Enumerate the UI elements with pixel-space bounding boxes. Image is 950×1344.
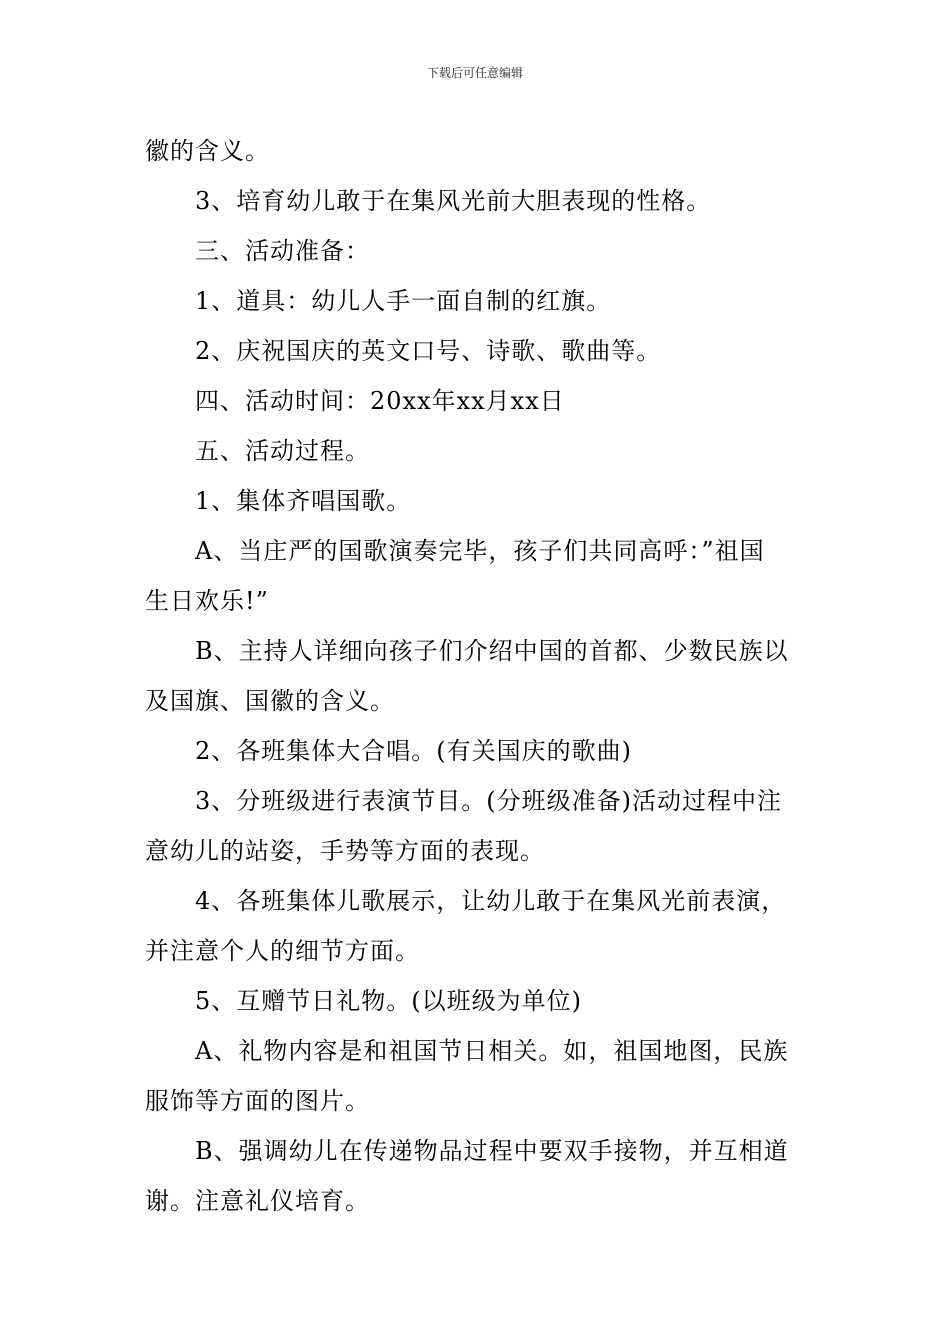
paragraph-line: 3、培育幼儿敢于在集风光前大胆表现的性格。 (195, 187, 712, 215)
section-heading: 四、活动时间：20xx年xx月xx日 (195, 387, 565, 415)
paragraph-line: 2、庆祝国庆的英文口号、诗歌、歌曲等。 (195, 337, 662, 365)
document-body (145, 126, 809, 1226)
paragraph-line: 谢。注意礼仪培育。 (145, 1187, 370, 1215)
paragraph-line: 并注意个人的细节方面。 (145, 937, 420, 965)
paragraph-line: B、强调幼儿在传递物品过程中要双手接物，并互相道 (195, 1137, 789, 1165)
paragraph-line: 及国旗、国徽的含义。 (145, 687, 395, 715)
paragraph-line: 3、分班级进行表演节目。(分班级准备)活动过程中注 (195, 787, 782, 815)
section-heading: 三、活动准备： (195, 237, 370, 265)
paragraph-line: 生日欢乐!” (145, 587, 269, 615)
paragraph-line: 服饰等方面的图片。 (145, 1087, 370, 1115)
paragraph-line: 徽的含义。 (145, 137, 270, 165)
paragraph-line: 意幼儿的站姿，手势等方面的表现。 (145, 837, 545, 865)
paragraph-line: 1、道具：幼儿人手一面自制的红旗。 (195, 287, 612, 315)
paragraph-line: 4、各班集体儿歌展示，让幼儿敢于在集风光前表演， (195, 887, 787, 915)
paragraph-line: A、礼物内容是和祖国节日相关。如，祖国地图，民族 (195, 1037, 789, 1065)
paragraph-line: B、主持人详细向孩子们介绍中国的首都、少数民族以 (195, 637, 789, 665)
paragraph-line: 1、集体齐唱国歌。 (195, 487, 412, 515)
paragraph-line: A、当庄严的国歌演奏完毕，孩子们共同高呼：”祖国 (195, 537, 765, 565)
section-heading: 五、活动过程。 (195, 437, 370, 465)
paragraph-line: 2、各班集体大合唱。(有关国庆的歌曲) (195, 737, 632, 765)
paragraph-line: 5、互赠节日礼物。(以班级为单位) (195, 987, 582, 1015)
header-note: 下载后可任意编辑 (426, 66, 523, 80)
